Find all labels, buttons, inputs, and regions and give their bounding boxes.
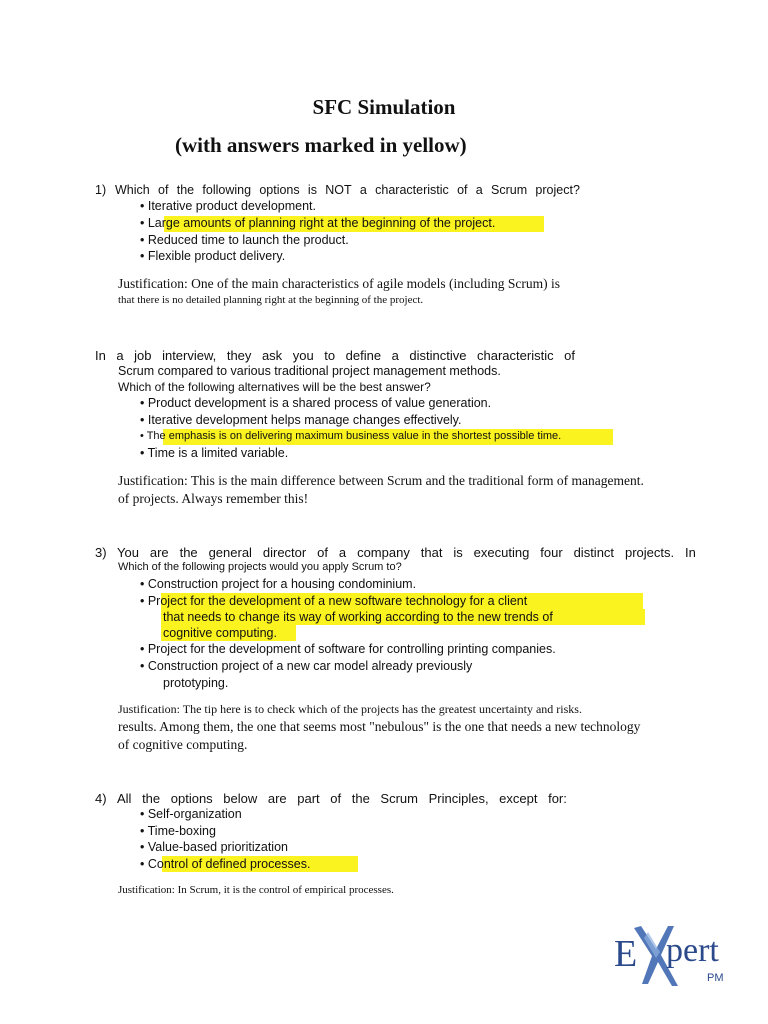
question-2-prompt-sub: Which of the following alternatives will be the best answer? — [118, 380, 431, 394]
question-2-prompt-cont: Scrum compared to various traditional project management methods. — [118, 364, 501, 378]
question-1-justification-cont: that there is no detailed planning right at the beginning of the project. — [118, 294, 424, 306]
question-4-option-4: • Control of defined processes. — [140, 857, 311, 871]
question-1-prompt — [115, 183, 580, 197]
question-3-number: 3) — [95, 545, 107, 560]
prompt-word: characteristic — [375, 183, 449, 197]
prompt-word: the — [176, 183, 195, 197]
prompt-word: a — [116, 348, 124, 363]
prompt-word: of — [457, 183, 468, 197]
prompt-word: Principles, — [428, 791, 489, 806]
prompt-word: In — [95, 348, 106, 363]
prompt-word: the — [142, 791, 161, 806]
prompt-word: a — [475, 183, 483, 197]
question-3-option-4-cont: prototyping. — [163, 676, 229, 690]
document-title: SFC Simulation — [312, 95, 456, 119]
question-1-option-4: • Flexible product delivery. — [140, 249, 286, 263]
prompt-word: of — [158, 183, 169, 197]
question-4-option-1: • Self-organization — [140, 807, 242, 821]
question-2-justification: Justification: This is the main difference between Scrum and the traditional form of management. — [118, 473, 644, 488]
logo-word: pert — [666, 932, 719, 969]
prompt-word: part — [297, 791, 320, 806]
question-1-option-2: • Large amounts of planning right at the beginning of the project. — [140, 216, 496, 230]
prompt-word: for: — [548, 791, 567, 806]
question-1-option-1: • Iterative product development. — [140, 199, 317, 213]
prompt-word: you — [292, 348, 314, 363]
question-4-prompt — [117, 791, 567, 806]
prompt-word: ask — [261, 348, 283, 363]
question-3-option-2: • Project for the development of a new software technology for a client — [140, 594, 528, 608]
prompt-word: of — [317, 545, 328, 560]
question-3-option-2-end: cognitive computing. — [163, 626, 277, 640]
question-3-justification-cont: results. Among them, the one that seems most "nebulous" is the one that needs a new technology — [118, 719, 641, 734]
prompt-word: except — [499, 791, 538, 806]
question-3-option-2-cont: that needs to change its way of working according to the new trends of — [163, 610, 553, 624]
question-1-option-3: • Reduced time to launch the product. — [140, 233, 349, 247]
question-3-justification-end: of cognitive computing. — [118, 737, 248, 752]
prompt-word: executing — [473, 545, 530, 560]
question-3-option-1: • Construction project for a housing condominium. — [140, 577, 417, 591]
question-4-number: 4) — [95, 791, 107, 806]
question-4-option-2: • Time-boxing — [140, 824, 216, 838]
prompt-word: distinctive — [409, 348, 467, 363]
prompt-word: the — [351, 791, 370, 806]
prompt-word: Which — [115, 183, 150, 197]
prompt-word: projects. — [624, 545, 675, 560]
question-2-option-4: • Time is a limited variable. — [140, 446, 289, 460]
prompt-word: are — [267, 791, 287, 806]
prompt-word: Scrum — [380, 791, 418, 806]
question-3-option-4: • Construction project of a new car model already previously — [140, 659, 473, 673]
prompt-word: job — [134, 348, 152, 363]
prompt-word: are — [149, 545, 169, 560]
question-2-prompt — [95, 348, 575, 363]
prompt-word: options — [259, 183, 300, 197]
logo-letter-e: E — [614, 933, 638, 975]
question-2-option-1: • Product development is a shared process of value generation. — [140, 396, 492, 410]
prompt-word: characteristic — [477, 348, 554, 363]
prompt-word: is — [307, 183, 317, 197]
prompt-word: below — [223, 791, 258, 806]
question-3-prompt-cont: Which of the following projects would you apply Scrum to? — [118, 561, 402, 573]
prompt-word: distinct — [573, 545, 615, 560]
question-1-justification: Justification: One of the main characteristics of agile models (including Scrum) is — [118, 276, 561, 291]
prompt-word: to — [324, 348, 336, 363]
prompt-word: of — [330, 791, 342, 806]
question-3-prompt — [117, 545, 696, 560]
prompt-word: the — [179, 545, 198, 560]
prompt-word: four — [540, 545, 563, 560]
prompt-word: a — [359, 183, 367, 197]
question-3-option-3: • Project for the development of software for controlling printing companies. — [140, 642, 556, 656]
prompt-word: NOT — [325, 183, 352, 197]
prompt-word: a — [338, 545, 347, 560]
logo-pm: PM — [707, 972, 724, 984]
expert-pm-logo — [612, 922, 742, 992]
question-1-number: 1) — [95, 183, 107, 197]
prompt-word: define — [345, 348, 382, 363]
question-4-option-3: • Value-based prioritization — [140, 840, 288, 854]
question-4-justification: Justification: In Scrum, it is the control of empirical processes. — [118, 884, 394, 896]
prompt-word: company — [357, 545, 410, 560]
prompt-word: project? — [535, 183, 580, 197]
question-2-option-2: • Iterative development helps manage changes effectively. — [140, 413, 462, 427]
prompt-word: following — [202, 183, 252, 197]
prompt-word: interview, — [162, 348, 217, 363]
prompt-word: Scrum — [491, 183, 528, 197]
question-2-justification-cont: of projects. Always remember this! — [118, 491, 309, 506]
prompt-word: is — [453, 545, 463, 560]
prompt-word: All — [117, 791, 132, 806]
question-3-justification: Justification: The tip here is to check which of the projects has the greatest uncertainty and risks. — [118, 702, 582, 716]
prompt-word: they — [226, 348, 252, 363]
prompt-word: general — [208, 545, 252, 560]
prompt-word: of — [564, 348, 575, 363]
prompt-word: a — [391, 348, 399, 363]
question-2-option-3: • The emphasis is on delivering maximum business value in the shortest possible time. — [140, 430, 562, 442]
prompt-word: options — [170, 791, 213, 806]
prompt-word: director — [262, 545, 307, 560]
prompt-word: that — [420, 545, 443, 560]
prompt-word: In — [685, 545, 696, 560]
prompt-word: You — [117, 545, 139, 560]
document-subtitle: (with answers marked in yellow) — [175, 133, 467, 157]
